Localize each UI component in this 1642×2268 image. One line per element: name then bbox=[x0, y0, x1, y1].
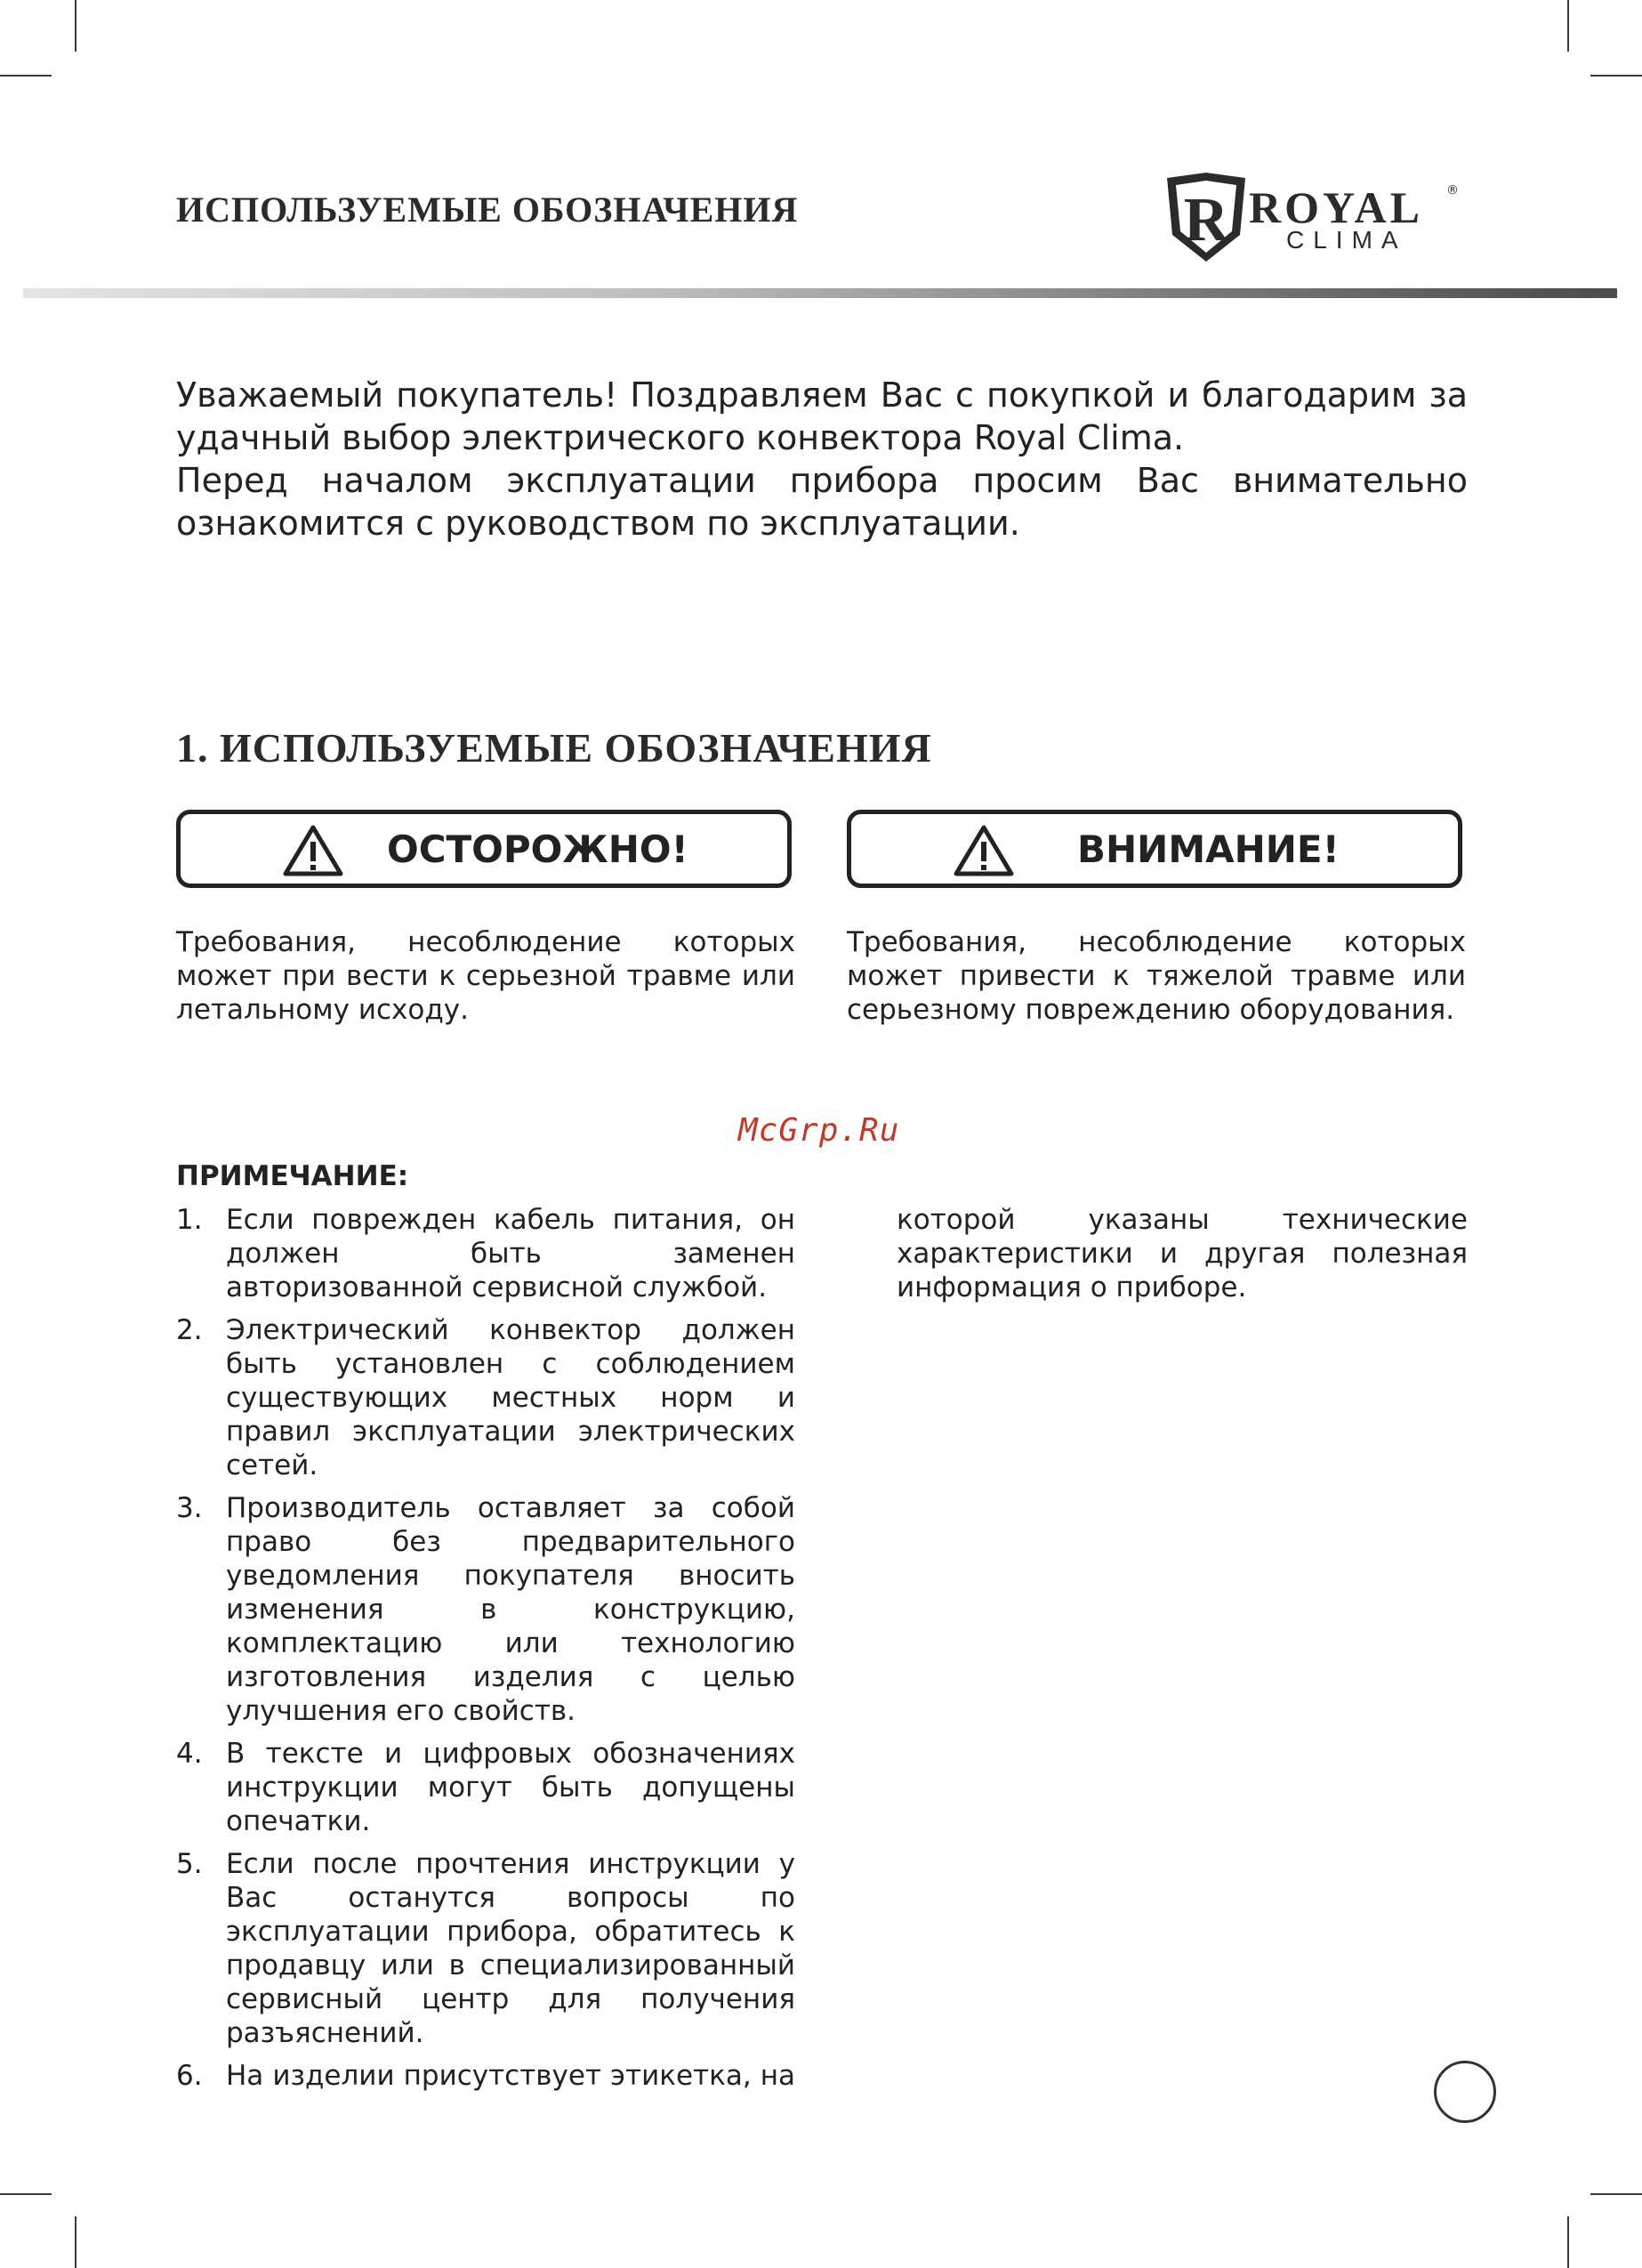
note-item bbox=[176, 1491, 795, 1728]
watermark: McGrp.Ru bbox=[738, 1112, 900, 1149]
note-item bbox=[176, 1847, 795, 2050]
note-number: 6. bbox=[176, 2060, 203, 2092]
note-item bbox=[176, 1203, 795, 1304]
note-number: 2. bbox=[176, 1314, 203, 1346]
note-text: На изделии присутствует этикетка, на bbox=[226, 2060, 795, 2092]
note-item bbox=[176, 1313, 795, 1482]
crop-mark bbox=[75, 0, 76, 52]
intro-instruction: Перед началом эксплуатации прибора просим Вас внимательно ознакомится с руководством по эксплуатации. bbox=[176, 461, 1468, 543]
crop-mark bbox=[0, 2193, 52, 2195]
crop-mark bbox=[1567, 2216, 1569, 2268]
caution-label: ОСТОРОЖНО! bbox=[387, 827, 688, 871]
crop-mark bbox=[0, 75, 52, 77]
note-number: 3. bbox=[176, 1492, 203, 1524]
crop-mark bbox=[1590, 75, 1642, 77]
note-text: Электрический конвектор должен быть установлен с соблюдением существующих местных норм и правил эксплуатации электрических сетей. bbox=[226, 1314, 795, 1481]
note-text: В тексте и цифровых обозначениях инструкции могут быть допущены опечатки. bbox=[226, 1738, 795, 1837]
note-item bbox=[176, 2059, 795, 2093]
caution-description: Требования, несоблюдение которых может при вести к серьезной травме или летальному исходу. bbox=[176, 926, 795, 1026]
header-title: ИСПОЛЬЗУЕМЫЕ ОБОЗНАЧЕНИЯ bbox=[176, 190, 799, 230]
note-item bbox=[176, 1737, 795, 1838]
crop-mark bbox=[75, 2216, 76, 2268]
shield-icon bbox=[1163, 173, 1249, 265]
warning-triangle-icon bbox=[282, 824, 344, 877]
logo-wordmark: ROYAL bbox=[1249, 182, 1423, 232]
header-divider bbox=[23, 288, 1617, 298]
crop-mark bbox=[1590, 2193, 1642, 2195]
note-text: Если поврежден кабель питания, он должен быть заменен авторизованной сервисной службой. bbox=[226, 1204, 795, 1303]
crop-mark bbox=[1567, 0, 1569, 52]
svg-text:R: R bbox=[1183, 186, 1229, 254]
attention-description: Требования, несоблюдение которых может привести к тяжелой травме или серьезному повреждению оборудования. bbox=[847, 926, 1466, 1026]
intro-text bbox=[176, 374, 1468, 545]
attention-box bbox=[847, 810, 1462, 888]
attention-label: ВНИМАНИЕ! bbox=[1077, 827, 1340, 871]
note-continuation: которой указаны технические характеристики и другая полезная информация о приборе. bbox=[897, 1204, 1468, 1303]
note-number: 5. bbox=[176, 1848, 203, 1880]
notes-title: ПРИМЕЧАНИЕ: bbox=[176, 1160, 409, 1192]
intro-greeting: Уважаемый покупатель! Поздравляем Вас с покупкой и благодарим за удачный выбор электрического конвектора Royal Clima. bbox=[176, 375, 1468, 457]
section-title: 1. ИСПОЛЬЗУЕМЫЕ ОБОЗНАЧЕНИЯ bbox=[176, 725, 932, 771]
note-text: Если после прочтения инструкции у Вас останутся вопросы по эксплуатации прибора, обратитесь к продавцу или в специализированный сервисный центр для получения разъяснений. bbox=[226, 1848, 795, 2049]
logo-subword: CLIMA bbox=[1286, 226, 1407, 254]
caution-box bbox=[176, 810, 792, 888]
note-number: 4. bbox=[176, 1738, 203, 1770]
note-number: 1. bbox=[176, 1204, 203, 1236]
page-number-circle bbox=[1434, 2061, 1496, 2123]
notes-list bbox=[176, 1203, 795, 2102]
registered-mark: ® bbox=[1446, 183, 1459, 198]
royal-clima-logo bbox=[1163, 173, 1466, 265]
note-text: Производитель оставляет за собой право без предварительного уведомления покупателя вносить изменения в конструкцию, комплектацию или технологию изготовления изделия с целью улучшения его свойств. bbox=[226, 1492, 795, 1727]
warning-triangle-icon bbox=[953, 824, 1015, 877]
